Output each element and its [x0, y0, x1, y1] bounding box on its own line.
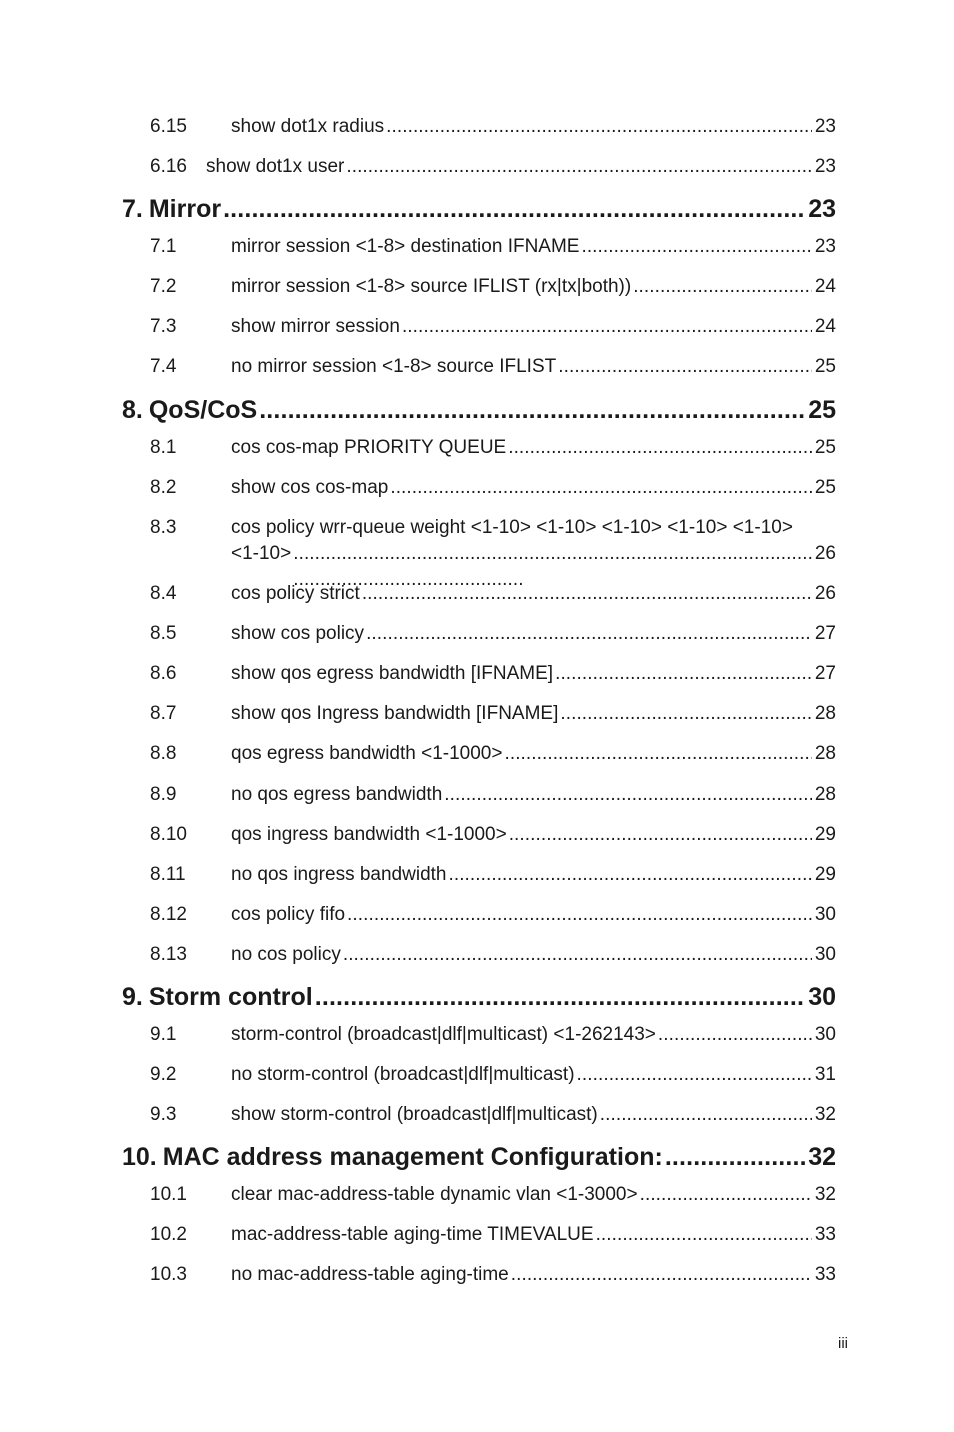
toc-number: 10.2 [150, 1224, 187, 1245]
toc-title: QoS/CoS [148, 396, 258, 424]
toc-title: no storm-control (broadcast|dlf|multicast) [231, 1064, 575, 1085]
toc-page: 24 [814, 316, 836, 337]
toc-number: 8.8 [150, 743, 177, 764]
toc-page: 23 [808, 195, 836, 223]
toc-title: cos policy strict [231, 583, 360, 604]
toc-page: 30 [814, 1024, 836, 1045]
toc-title: Mirror [148, 195, 222, 223]
dot-leader [366, 621, 812, 647]
dot-leader [600, 1102, 812, 1128]
toc-number: 8.3 [150, 517, 177, 538]
toc-title: cos policy wrr-queue weight <1-10> <1-10> <1-10> <1-10> <1-10> [231, 517, 793, 538]
toc-page: 26 [814, 543, 836, 564]
dot-leader [223, 194, 805, 224]
toc-number: 6.15 [150, 116, 187, 137]
dot-leader [508, 435, 812, 461]
toc-number: 9.3 [150, 1104, 177, 1125]
dot-leader [448, 862, 811, 888]
toc-section-9[interactable] [122, 982, 836, 1012]
toc-title: show cos cos-map [231, 477, 389, 498]
toc-page: 29 [814, 864, 836, 885]
toc-title: cos cos-map PRIORITY QUEUE [231, 437, 507, 458]
toc-entry-10-2[interactable] [150, 1222, 836, 1248]
dot-leader [362, 581, 812, 607]
toc-entry-8-10[interactable] [150, 822, 836, 848]
toc-title: qos egress bandwidth <1-1000> [231, 743, 503, 764]
toc-page: 30 [814, 944, 836, 965]
toc-number: 9. [122, 983, 143, 1011]
toc-page: 25 [814, 477, 836, 498]
dot-leader [343, 942, 812, 968]
toc-title: mirror session <1-8> destination IFNAME [231, 236, 580, 257]
toc-title: qos ingress bandwidth <1-1000> [231, 824, 507, 845]
dot-leader [596, 1222, 812, 1248]
toc-entry-10-1[interactable] [150, 1182, 836, 1208]
toc-section-10[interactable] [122, 1142, 836, 1172]
toc-number: 7.1 [150, 236, 177, 257]
toc-number: 8.2 [150, 477, 177, 498]
toc-page: 25 [814, 437, 836, 458]
dot-leader [259, 395, 805, 425]
toc-title: no cos policy [231, 944, 341, 965]
toc-page: 26 [814, 583, 836, 604]
toc-section-8[interactable] [122, 395, 836, 425]
toc-number: 8.4 [150, 583, 177, 604]
toc-page: 28 [814, 784, 836, 805]
toc-title: no mirror session <1-8> source IFLIST [231, 356, 557, 377]
toc-page: 33 [814, 1224, 836, 1245]
toc-page: 25 [808, 396, 836, 424]
toc-page: 30 [814, 904, 836, 925]
toc-number: 8.6 [150, 663, 177, 684]
toc-title: no mac-address-table aging-time [231, 1264, 509, 1285]
toc-title: show dot1x user [206, 156, 345, 177]
dot-leader [658, 1022, 812, 1048]
toc-title: show mirror session [231, 316, 400, 337]
toc-page: 32 [808, 1143, 836, 1171]
toc-page: 27 [814, 663, 836, 684]
toc-entry-8-7[interactable] [150, 701, 836, 727]
toc-title: no qos egress bandwidth [231, 784, 443, 805]
toc-title: show dot1x radius [231, 116, 385, 137]
toc-entry-6-16[interactable] [150, 154, 836, 180]
toc-page: 23 [814, 236, 836, 257]
dot-leader [581, 234, 811, 260]
toc-number: 7. [122, 195, 143, 223]
toc-title: show cos policy [231, 623, 365, 644]
dot-leader [347, 902, 812, 928]
toc-page: 28 [814, 743, 836, 764]
toc-entry-8-11[interactable] [150, 862, 836, 888]
toc-number: 7.3 [150, 316, 177, 337]
toc-page: 24 [814, 276, 836, 297]
toc-entry-10-3[interactable] [150, 1262, 836, 1288]
toc-page: 32 [814, 1104, 836, 1125]
toc-page: 25 [814, 356, 836, 377]
toc-entry-9-1[interactable] [150, 1022, 836, 1048]
toc-number: 8. [122, 396, 143, 424]
dot-leader [633, 274, 812, 300]
toc-title: mirror session <1-8> source IFLIST (rx|tx|both)) [231, 276, 632, 297]
toc-number: 8.10 [150, 824, 187, 845]
toc-title: mac-address-table aging-time TIMEVALUE [231, 1224, 594, 1245]
toc-page: 23 [814, 116, 836, 137]
dot-leader [558, 354, 812, 380]
dot-leader [577, 1062, 812, 1088]
toc-title: Storm control [148, 983, 313, 1011]
toc-number: 8.5 [150, 623, 177, 644]
dot-leader [315, 982, 805, 1012]
dot-leader [555, 661, 812, 687]
toc-number: 8.12 [150, 904, 187, 925]
page-number: iii [838, 1335, 848, 1352]
toc-page: 27 [814, 623, 836, 644]
toc-entry-8-4[interactable] [150, 581, 836, 607]
dot-leader [560, 701, 811, 727]
toc-page: 32 [814, 1184, 836, 1205]
toc-entry-9-2[interactable] [150, 1062, 836, 1088]
dot-leader [390, 475, 812, 501]
toc-number: 10. [122, 1143, 157, 1171]
dot-leader [640, 1182, 812, 1208]
toc-title: show storm-control (broadcast|dlf|multicast) [231, 1104, 598, 1125]
toc-entry-8-9[interactable] [150, 782, 836, 808]
dot-leader [509, 822, 812, 848]
toc-page: 29 [814, 824, 836, 845]
toc-entry-8-6[interactable] [150, 661, 836, 687]
toc-number: 8.11 [150, 864, 186, 885]
toc-title: storm-control (broadcast|dlf|multicast) <1-262143> [231, 1024, 656, 1045]
toc-number: 8.13 [150, 944, 187, 965]
toc-page: 28 [814, 703, 836, 724]
toc-number: 9.1 [150, 1024, 177, 1045]
toc-number: 7.2 [150, 276, 177, 297]
toc-title: cos policy fifo [231, 904, 346, 925]
dot-leader [665, 1142, 805, 1172]
toc-number: 9.2 [150, 1064, 177, 1085]
toc-page: 30 [808, 983, 836, 1011]
toc-entry-7-3[interactable] [150, 314, 836, 340]
dot-leader [402, 314, 812, 340]
toc-entry-7-2[interactable] [150, 274, 836, 300]
toc-page: 31 [814, 1064, 836, 1085]
toc-entry-8-1[interactable] [150, 435, 836, 461]
toc-number: 8.9 [150, 784, 177, 805]
dot-leader [511, 1262, 812, 1288]
toc-entry-7-1[interactable] [150, 234, 836, 260]
toc-section-7[interactable] [122, 194, 836, 224]
toc-number: 8.1 [150, 437, 177, 458]
toc-entry-8-2[interactable] [150, 475, 836, 501]
toc-entry-6-15[interactable] [150, 114, 836, 140]
toc-title: clear mac-address-table dynamic vlan <1-3000> [231, 1184, 638, 1205]
dot-leader [504, 741, 811, 767]
toc-number: 10.3 [150, 1264, 187, 1285]
toc-title: MAC address management Configuration: [162, 1143, 663, 1171]
toc-title: show qos egress bandwidth [IFNAME] [231, 663, 554, 684]
toc-entry-8-5[interactable] [150, 621, 836, 647]
toc-number: 7.4 [150, 356, 177, 377]
toc-entry-8-12[interactable] [150, 902, 836, 928]
toc-entry-9-3[interactable] [150, 1102, 836, 1128]
dot-leader [444, 782, 812, 808]
toc-number: 6.16 [150, 156, 187, 177]
toc-title: show qos Ingress bandwidth [IFNAME] [231, 703, 559, 724]
toc-title: no qos ingress bandwidth [231, 864, 447, 885]
toc-number: 10.1 [150, 1184, 187, 1205]
toc-entry-7-4[interactable] [150, 354, 836, 380]
toc-number: 8.7 [150, 703, 177, 724]
toc-entry-8-8[interactable] [150, 741, 836, 767]
toc-entry-8-13[interactable] [150, 942, 836, 968]
dot-leader [346, 154, 812, 180]
dot-leader [386, 114, 812, 140]
toc-page: 33 [814, 1264, 836, 1285]
toc-page: 23 [814, 156, 836, 177]
toc-title-continuation: <1-10> [231, 543, 292, 564]
